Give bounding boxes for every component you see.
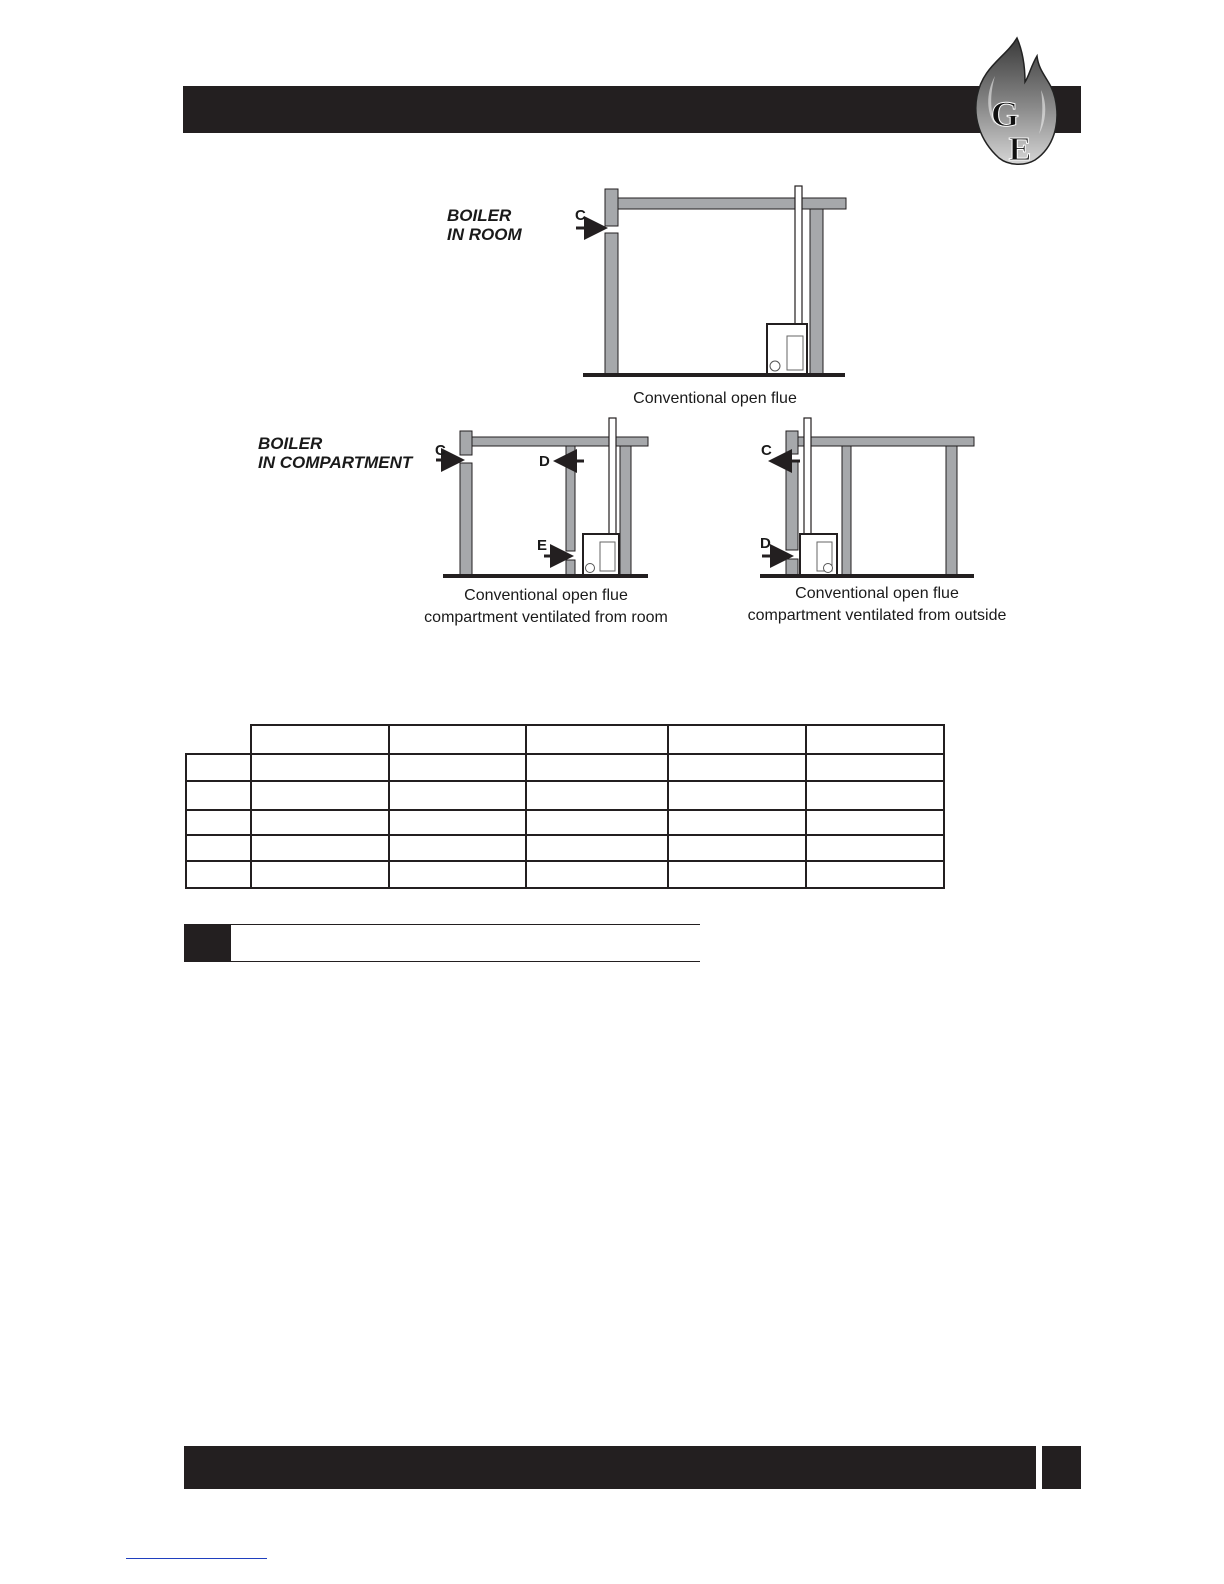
boiler-in-room-diagram: [447, 186, 846, 407]
comp-room-ceiling: [472, 437, 648, 446]
table-cell: [806, 861, 944, 888]
footer-bar: [184, 1446, 1036, 1489]
table-cell: [526, 754, 668, 781]
footer-page-number-block: [1042, 1446, 1081, 1489]
comp-out-wall-left-mid: [786, 462, 798, 550]
comp-room-caption-line1: Conventional open flue: [464, 587, 628, 604]
boiler-in-room-label-line1: BOILER: [447, 206, 512, 225]
table-cell: [668, 781, 806, 810]
table-row: [186, 810, 944, 835]
ventilation-diagram: [0, 0, 1224, 700]
comp-out-partition: [842, 446, 851, 575]
room-wall-left-upper: [605, 189, 618, 226]
comp-out-wall-right: [946, 446, 957, 575]
table-header-row: [186, 725, 944, 754]
table-header-cell: [668, 725, 806, 754]
comp-out-wall-left-upper: [786, 431, 798, 454]
compartment-outside-diagram: [748, 418, 1007, 624]
table-cell: [186, 835, 251, 861]
table-row: [186, 781, 944, 810]
table-header-cell: [526, 725, 668, 754]
section-rule-bottom: [231, 961, 700, 962]
comp-out-vent-d-label: D: [760, 535, 771, 552]
table-cell: [389, 754, 526, 781]
comp-room-flue-pipe: [609, 418, 616, 536]
comp-room-floor: [443, 574, 648, 578]
table-cell: [251, 835, 389, 861]
room-flue-pipe: [795, 186, 802, 326]
table-header-cell: [389, 725, 526, 754]
comp-out-floor: [760, 574, 974, 578]
comp-room-wall-right: [620, 446, 631, 575]
table-cell: [806, 835, 944, 861]
footer-link-underline[interactable]: [126, 1558, 267, 1559]
room-caption: Conventional open flue: [633, 390, 797, 407]
comp-room-wall-left-lower: [460, 463, 472, 575]
boiler-in-compartment-label-line1: BOILER: [258, 434, 323, 453]
table-cell: [186, 725, 251, 754]
compartment-room-diagram: [424, 418, 668, 626]
room-boiler-burner-icon: [770, 361, 780, 371]
comp-out-boiler-burner-icon: [824, 564, 833, 573]
ventilation-table: [185, 724, 945, 889]
table-cell: [526, 861, 668, 888]
table-cell: [668, 810, 806, 835]
table-cell: [526, 835, 668, 861]
section-heading: [184, 924, 700, 962]
table-cell: [668, 754, 806, 781]
table-cell: [526, 810, 668, 835]
room-wall-right: [810, 209, 823, 374]
table-row: [186, 754, 944, 781]
table-cell: [806, 754, 944, 781]
comp-room-partition-mid: [566, 465, 575, 551]
section-number-block: [184, 924, 231, 962]
boiler-in-compartment-label-line2: IN COMPARTMENT: [258, 453, 413, 472]
table-cell: [251, 781, 389, 810]
table-cell: [526, 781, 668, 810]
table-cell: [186, 754, 251, 781]
comp-room-vent-c-label: C: [435, 442, 446, 459]
table-cell: [186, 861, 251, 888]
table-cell: [251, 861, 389, 888]
comp-room-vent-d-label: D: [539, 453, 550, 470]
table-cell: [389, 781, 526, 810]
table-cell: [186, 810, 251, 835]
table-cell: [806, 810, 944, 835]
table-cell: [389, 861, 526, 888]
table-cell: [251, 810, 389, 835]
comp-out-ceiling: [798, 437, 974, 446]
comp-room-partition-top: [566, 446, 575, 457]
table-cell: [389, 835, 526, 861]
comp-room-wall-left-upper: [460, 431, 472, 455]
room-floor: [583, 373, 845, 377]
comp-room-boiler-burner-icon: [586, 564, 595, 573]
room-wall-left-lower: [605, 233, 618, 374]
logo-letter-e: E: [1008, 131, 1032, 166]
table-cell: [186, 781, 251, 810]
table-cell: [251, 754, 389, 781]
table-header-cell: [806, 725, 944, 754]
comp-room-partition-bottom: [566, 560, 575, 575]
table-row: [186, 861, 944, 888]
table-row: [186, 835, 944, 861]
table-cell: [668, 835, 806, 861]
comp-out-caption-line2: compartment ventilated from outside: [747, 607, 1007, 624]
table-cell: [389, 810, 526, 835]
comp-out-vent-c-label: C: [761, 442, 772, 459]
table-cell: [668, 861, 806, 888]
comp-room-vent-e-label: E: [537, 537, 548, 554]
comp-out-wall-left-lower: [786, 559, 798, 575]
comp-room-caption-line2: compartment ventilated from room: [424, 609, 668, 626]
comp-out-flue-pipe: [804, 418, 811, 536]
room-vent-c-label: C: [575, 207, 586, 224]
comp-room-boiler-panel: [600, 542, 615, 571]
section-rule-top: [231, 924, 700, 925]
room-ceiling: [618, 198, 846, 209]
table-cell: [806, 781, 944, 810]
table-header-cell: [251, 725, 389, 754]
room-boiler-panel: [787, 336, 803, 370]
logo-letter-g: G: [990, 94, 1020, 134]
boiler-in-room-label-line2: IN ROOM: [447, 225, 522, 244]
comp-out-caption-line1: Conventional open flue: [795, 585, 959, 602]
